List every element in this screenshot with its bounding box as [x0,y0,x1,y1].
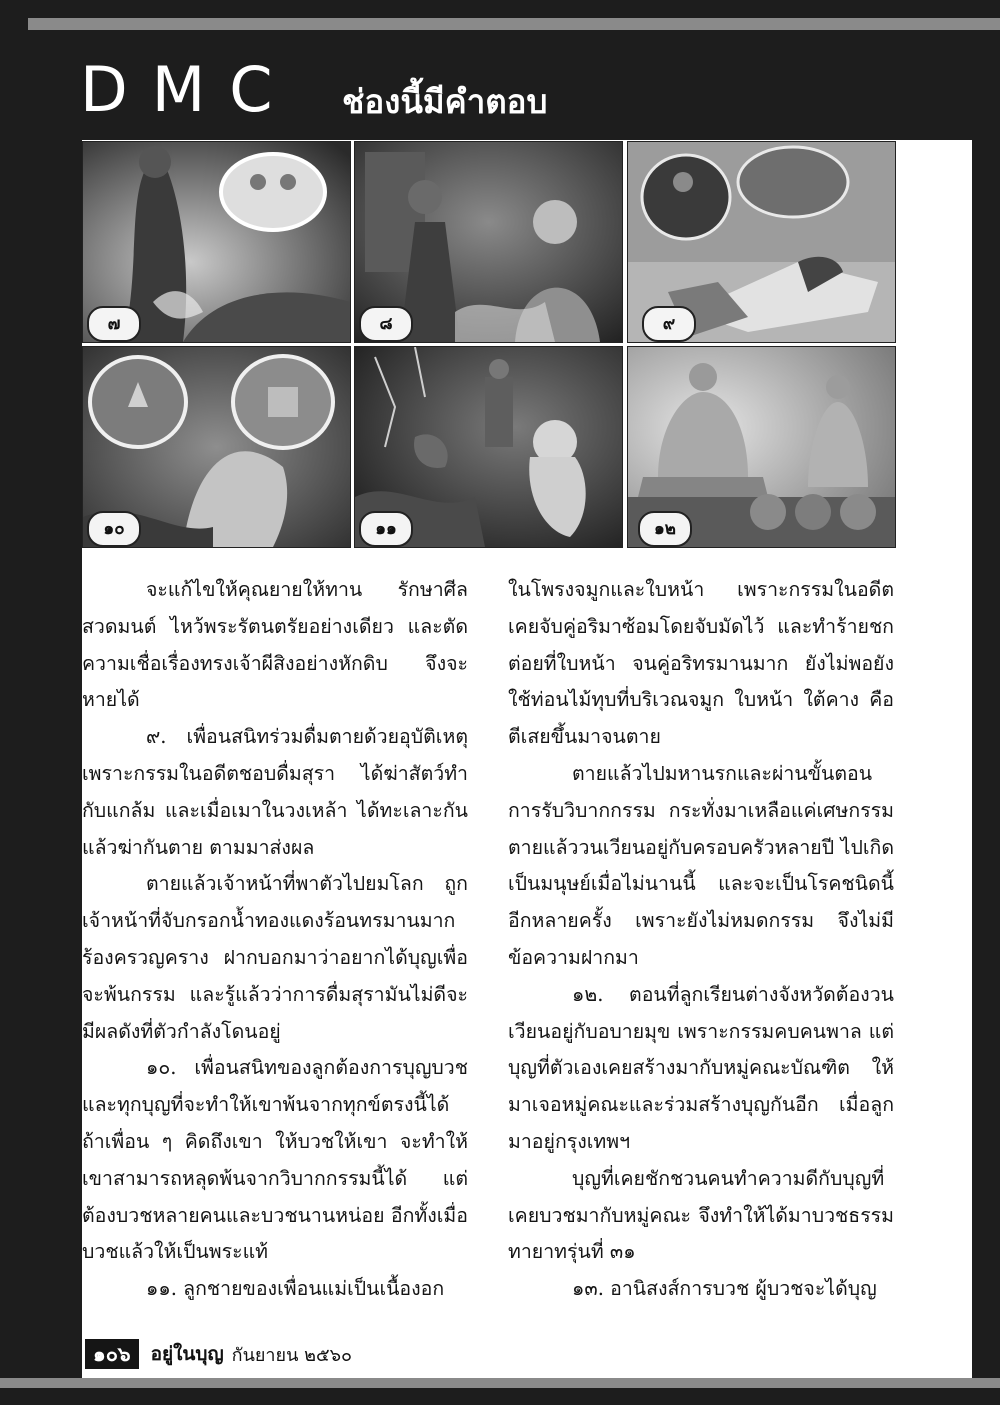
paragraph: ตายแล้วเจ้าหน้าที่พาตัวไปยมโลก ถูกเจ้าหน้าที่จับกรอกน้ำทองแดงร้อนทรมานมาก ร้องครวญคราง ฝากบอกมาว่าอยากได้บุญเพื่อจะพ้นกรรม และรู้แล้วว่าการดื่มสุรามันไม่ดีจะมีผลดังที่ตัวกำลังโดนอยู่ [82,872,468,1043]
article-left-column [82,572,468,1308]
illustration-11 [354,346,623,548]
paragraph: ตายแล้วไปมหานรกและผ่านขั้นตอนการรับวิบากกรรม กระทั่งมาเหลือแค่เศษกรรม ตายแล้ววนเวียนอยู่กับครอบครัวหลายปี ไปเกิดเป็นมนุษย์เมื่อไม่นานนี้ และจะเป็นโรคชนิดนี้อีกหลายครั้ง เพราะยังไม่หมดกรรม จึงไม่มีข้อความฝากมา [508,761,894,969]
right-frame [972,0,1000,1405]
bottom-frame [0,1388,1000,1405]
paragraph: ๙. เพื่อนสนิทร่วมดื่มตายด้วยอุบัติเหตุ เพราะกรรมในอดีตชอบดื่มสุรา ได้ฆ่าสัตว์ทำกับแกล้ม และเมื่อเมาในวงเหล้า ได้ทะเลาะกันแล้วฆ่ากันตาย ตามมาส่งผล [82,725,468,859]
image-number-badge: ๑๑ [359,511,413,547]
bottom-stripe [0,1378,1000,1388]
left-frame [0,0,82,1405]
illustration-7 [82,141,351,343]
image-number-badge: ๙ [642,306,696,342]
article-right-column [508,572,894,1308]
image-number-badge: ๗ [87,306,141,342]
magazine-name: อยู่ในบุญ [150,1343,224,1365]
illustration-8 [354,141,623,343]
paragraph: จะแก้ไขให้คุณยายให้ทาน รักษาศีล สวดมนต์ ไหว้พระรัตนตรัยอย่างเดียว และตัดความเชื่อเรื่องทรงเจ้าผีสิงอย่างหักดิบ จึงจะหายได้ [82,578,468,712]
page-number: ๑๐๖ [85,1339,139,1369]
paragraph: ๑๐. เพื่อนสนิทของลูกต้องการบุญบวชและทุกบุญที่จะทำให้เขาพ้นจากทุกข์ตรงนี้ได้ ถ้าเพื่อน ๆ คิดถึงเขา ให้บวชให้เขา จะทำให้เขาสามารถหลุดพ้นจากวิบากกรรมนี้ได้ แต่ต้องบวชหลายคนและบวชนานหน่อย อีกทั้งเมื่อบวชแล้วให้เป็นพระแท้ [82,1056,468,1264]
illustration-10 [82,346,351,548]
top-stripe [28,18,1000,30]
brand-logo: DMC [80,53,297,126]
image-number-badge: ๑๐ [87,511,141,547]
illustration-9 [627,141,896,343]
paragraph: ๑๓. อานิสงส์การบวช ผู้บวชจะได้บุญ [572,1277,877,1301]
paragraph: ๑๑. ลูกชายของเพื่อนแม่เป็นเนื้องอก [146,1277,445,1301]
paragraph: บุญที่เคยชักชวนคนทำความดีกับบุญที่เคยบวชมากับหมู่คณะ จึงทำให้ได้มาบวชธรรมทายาทรุ่นที่ ๓๑ [508,1166,894,1264]
issue-date: กันยายน ๒๕๖๐ [231,1344,353,1366]
paragraph: ในโพรงจมูกและใบหน้า เพราะกรรมในอดีตเคยจับคู่อริมาซ้อมโดยจับมัดไว้ และทำร้ายชกต่อยที่ใบหน้า จนคู่อริทรมานมาก ยังไม่พอยังใช้ท่อนไม้ทุบที่บริเวณจมูก ใบหน้า ใต้คาง คือตีเสยขึ้นมาจนตาย [508,578,894,749]
illustration-12 [627,346,896,548]
image-number-badge: ๘ [359,306,413,342]
image-number-badge: ๑๒ [638,511,692,547]
page-footer [85,1338,352,1370]
section-title: ช่องนี้มีคำตอบ [342,82,548,121]
paragraph: ๑๒. ตอนที่ลูกเรียนต่างจังหวัดต้องวนเวียนอยู่กับอบายมุข เพราะกรรมคบคนพาล แต่บุญที่ตัวเองเคยสร้างมากับหมู่คณะบัณฑิต ให้มาเจอหมู่คณะและร่วมสร้างบุญกันอีก เมื่อลูกมาอยู่กรุงเทพฯ [508,982,894,1153]
